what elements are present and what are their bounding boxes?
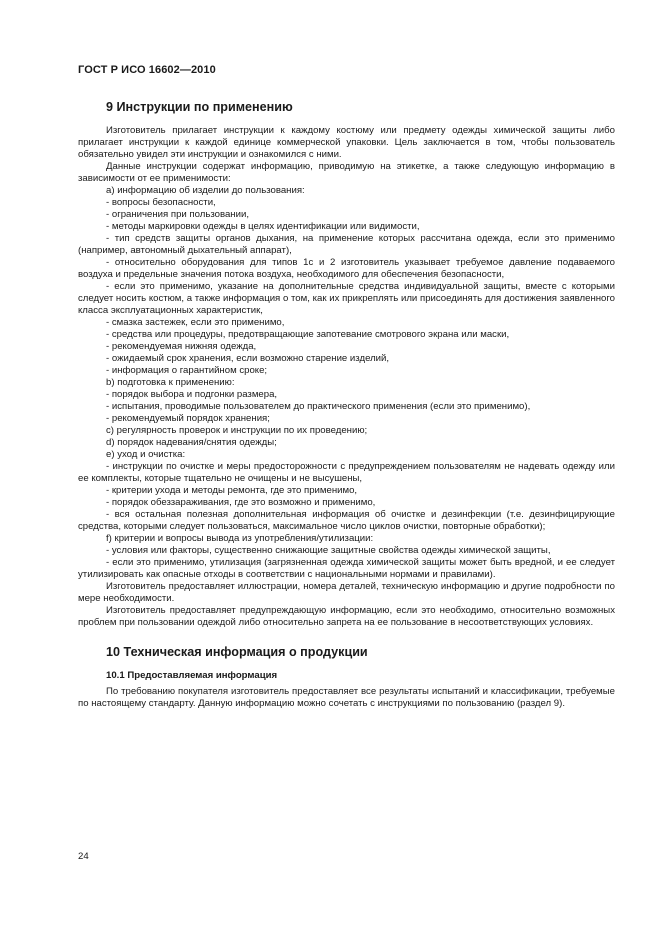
list-item: - вся остальная полезная дополнительная информация об очистке и дезинфекции (т.е. дезинфицирующие средства, которыми следует пользоваться, максимальное число циклов очистки, повторные обработки); [78,509,615,532]
list-heading: b) подготовка к применению: [106,377,235,388]
paragraph: Изготовитель предоставляет предупреждающую информацию, если это необходимо, относительно возможных проблем при пользовании одеждой либо относительно запрета на ее пользование в несоответствующих условиях. [78,605,615,628]
paragraph: Данные инструкции содержат информацию, приводимую на этикетке, а также следующую информацию в зависимости от ее применимости: [78,161,615,184]
document-header: ГОСТ Р ИСО 16602—2010 [78,64,216,76]
list-item: - средства или процедуры, предотвращающие запотевание смотрового экрана или маски, [106,329,510,340]
list-item: - информация о гарантийном сроке; [106,365,268,376]
paragraph: Изготовитель предоставляет иллюстрации, номера деталей, техническую информацию и другие подробности по мере необходимости. [78,581,615,604]
list-item: - рекомендуемый порядок хранения; [106,413,270,424]
list-heading: c) регулярность проверок и инструкции по их проведению; [106,425,368,436]
paragraph: По требованию покупателя изготовитель предоставляет все результаты испытаний и классификации, требуемые по настоящему стандарту. Данную информацию можно сочетать с инструкциями по пользованию (раздел 9). [78,686,615,709]
list-item: - критерии ухода и методы ремонта, где это применимо, [106,485,358,496]
list-item: - условия или факторы, существенно снижающие защитные свойства одежды химической защиты, [106,545,551,556]
list-item: - если это применимо, утилизация (загрязненная одежда химической защиты может быть вредной, и ее следует утилизировать как опасные отходы в соответствии с национальными нормами и правилами). [78,557,615,580]
list-item: - ожидаемый срок хранения, если возможно старение изделий, [106,353,390,364]
list-heading: a) информацию об изделии до пользования: [106,185,305,196]
section-10-title: 10 Техническая информация о продукции [106,645,368,659]
list-item: - испытания, проводимые пользователем до практического применения (если это применимо), [106,401,531,412]
list-item: - смазка застежек, если это применимо, [106,317,285,328]
list-item: - методы маркировки одежды в целях идентификации или видимости, [106,221,420,232]
list-heading: e) уход и очистка: [106,449,186,460]
list-heading: d) порядок надевания/снятия одежды; [106,437,277,448]
list-item: - вопросы безопасности, [106,197,216,208]
section-9-title: 9 Инструкции по применению [106,100,293,114]
list-item: - относительно оборудования для типов 1c и 2 изготовитель указывает требуемое давление подаваемого воздуха и предельные значения потока воздуха, необходимого для обеспечения безопасности, [78,257,615,280]
list-item: - рекомендуемая нижняя одежда, [106,341,257,352]
list-item: - ограничения при пользовании, [106,209,249,220]
list-item: - если это применимо, указание на дополнительные средства индивидуальной защиты, вместе с которыми следует носить костюм, а также информация о том, как их прикреплять или присоединять для достижения заявленного класса эксплуатационных характеристик, [78,281,615,316]
list-item: - порядок выбора и подгонки размера, [106,389,278,400]
paragraph: Изготовитель прилагает инструкции к каждому костюму или предмету одежды химической защиты либо прилагает инструкции к каждой единице коммерческой упаковки. Цель заключается в том, чтобы пользователь обязательно увидел эти инструкции и ознакомился с ними. [78,125,615,160]
list-item: - тип средств защиты органов дыхания, на применение которых рассчитана одежда, если это применимо (например, автономный дыхательный аппарат), [78,233,615,256]
list-item: - порядок обеззараживания, где это возможно и применимо, [106,497,376,508]
page-number: 24 [78,851,89,862]
page-content [78,99,615,710]
subsection-10-1-title: 10.1 Предоставляемая информация [106,670,278,681]
list-heading: f) критерии и вопросы вывода из употребления/утилизации: [106,533,374,544]
list-item: - инструкции по очистке и меры предосторожности с предупреждением пользователям не надевать одежду или ее комплекты, которые тщательно не очищены и не высушены, [78,461,615,484]
